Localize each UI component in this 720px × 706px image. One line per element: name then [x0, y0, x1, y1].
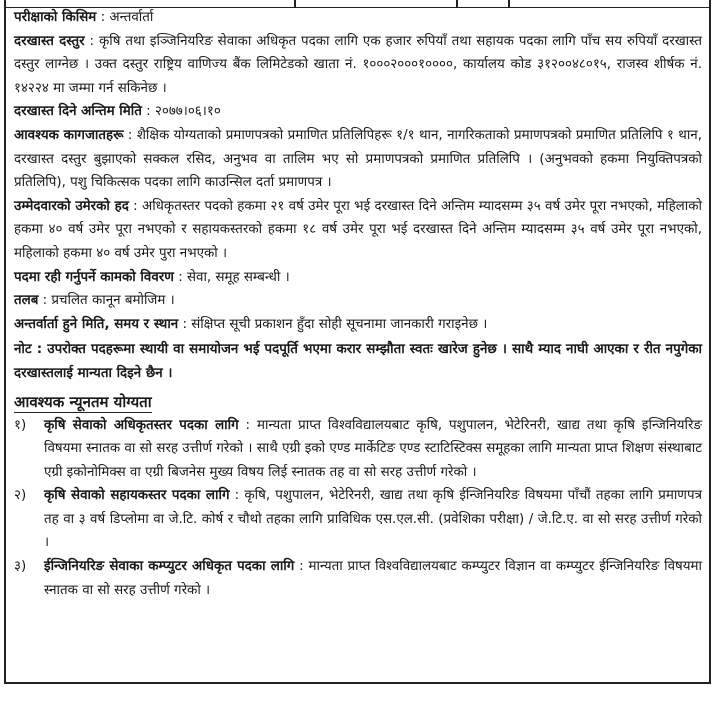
age-limit-value: अधिकृतस्तर पदको हकमा २१ वर्ष उमेर पूरा भई दरखास्त दिने अन्तिम म्यादसम्म ३५ वर्ष उमेर पूरा नभएको, महिलाको हकमा ४० वर्ष उमेर पूरा नभएको र सहायकस्तरको हकमा १८ वर्ष उमेर पूरा भई दरखास्त दिने अन्तिम म्यादसम्म ३५ वर्ष उमेर पूरा नभएको, महिलाको हकमा ४० वर्ष उमेर पुरा नभएको । — [14, 198, 702, 261]
application-fee-label: दरखास्त दस्तुर — [14, 33, 85, 49]
age-limit-row: उम्मेदवारको उमेरको हद : अधिकृतस्तर पदको हकमा २१ वर्ष उमेर पूरा भई दरखास्त दिने अन्तिम म्यादसम्म ३५ वर्ष उमेर पूरा नभएको, महिलाको हकमा ४० वर्ष उमेर पूरा नभएको र सहायकस्तरको हकमा १८ वर्ष उमेर पूरा भई दरखास्त दिने अन्तिम म्यादसम्म ३५ वर्ष उमेर पूरा नभएको, महिलाको हकमा ४० वर्ष उमेर पुरा नभएको । — [14, 198, 702, 261]
qualification-number: २) — [14, 488, 27, 504]
qualification-item: २) कृषि सेवाको सहायकस्तर पदका लागि : कृषि, पशुपालन, भेटेरिनरी, खाद्य तथा कृषि ईन्जिनियरिङ विषयमा पाँचौं तहका लागि प्रमाणपत्र तह वा ३ वर्ष डिप्लोमा वा जे.टि. कोर्ष र चौथो तहका लागि प्राविधिक एस.एल.सी. (प्रवेशिका परीक्षा) / जे.टि.ए. वा सो सरह उत्तीर्ण गरेको । — [14, 484, 702, 555]
qualification-item: १) कृषि सेवाको अधिकृतस्तर पदका लागि : मान्यता प्राप्त विश्वविद्यालयबाट कृषि, पशुपालन, भेटेरिनरी, खाद्य तथा कृषि इन्जिनियरिङ विषयमा स्नातक वा सो सरह उत्तीर्ण गरेको । साथै एग्री इको एण्ड मार्केटिङ एण्ड स्टाटिस्टिक्स समूहका लागि मान्यता प्राप्त शिक्षण संस्थाबाट एग्री इकोनोमिक्स वा एग्री बिजनेस मुख्य विषय लिई स्नातक तह वा सो सरह उत्तीर्ण गरेको । — [14, 414, 702, 485]
qualification-number: १) — [14, 417, 27, 433]
documents-row: आवश्यक कागजातहरू : शैक्षिक योग्यताको प्रमाणपत्रको प्रमाणित प्रतिलिपिहरू १/१ थान, नागरिकताको प्रमाणपत्रको प्रमाणित प्रतिलिपि १ थान, दरखास्त दस्तुर बुझाएको सक्कल रसिद, अनुभव वा तालिम भए सो प्रमाणपत्रको प्रमाणित प्रतिलिपि । (अनुभवको हकमा नियुक्तिपत्रको प्रतिलिपि), पशु चिकित्सक पदका लागि काउन्सिल दर्ता प्रमाणपत्र । — [14, 127, 702, 191]
application-fee-value: कृषि तथा इञ्जिनियरिङ सेवाका अधिकृत पदका लागि एक हजार रुपियाँ तथा सहायक पदका लागि पाँच सय रुपियाँ दरखास्त दस्तुर लाग्नेछ । उक्त दस्तुर राष्ट्रिय वाणिज्य बैंक लिमिटेडको खाता नं. १०००२०००१००००, कार्यालय कोड ३१२००४८०१५, राजस्व शीर्षक नं. १४२२४ मा जम्मा गर्न सकिनेछ । — [14, 33, 702, 96]
deadline-row: दरखास्त दिने अन्तिम मिति : २०७७।०६।१० — [14, 104, 221, 120]
deadline-value: २०७७।०६।१० — [154, 104, 221, 120]
age-limit-label: उम्मेदवारको उमेरको हद — [14, 198, 129, 214]
deadline-label: दरखास्त दिने अन्तिम मिति — [14, 104, 142, 120]
exam-type-label: परीक्षाको किसिम — [14, 10, 97, 25]
qualification-text: मान्यता प्राप्त विश्वविद्यालयबाट कृषि, पशुपालन, भेटेरिनरी, खाद्य तथा कृषि इन्जिनियरिङ विषयमा स्नातक वा सो सरह उत्तीर्ण गरेको । साथै एग्री इको एण्ड मार्केटिङ एण्ड स्टाटिस्टिक्स समूहका लागि मान्यता प्राप्त शिक्षण संस्थाबाट एग्री इकोनोमिक्स वा एग्री बिजनेस मुख्य विषय लिई स्नातक तह वा सो सरह उत्तीर्ण गरेको । — [44, 417, 702, 480]
application-fee-row: दरखास्त दस्तुर : कृषि तथा इञ्जिनियरिङ सेवाका अधिकृत पदका लागि एक हजार रुपियाँ तथा सहायक पदका लागि पाँच सय रुपियाँ दरखास्त दस्तुर लाग्नेछ । उक्त दस्तुर राष्ट्रिय वाणिज्य बैंक लिमिटेडको खाता नं. १०००२०००१००००, कार्यालय कोड ३१२००४८०१५, राजस्व शीर्षक नं. १४२२४ मा जम्मा गर्न सकिनेछ । — [14, 33, 702, 96]
qualification-text: मान्यता प्राप्त विश्वविद्यालयबाट कम्प्युटर विज्ञान वा कम्प्युटर ईन्जिनियरिङ विषयमा स्नातक वा सो सरह उत्तीर्ण गरेको । — [44, 559, 703, 598]
job-description-row: पदमा रही गर्नुपर्ने कामको विवरण : सेवा, समूह सम्बन्धी । — [14, 269, 290, 285]
interview-value: संक्षिप्त सूची प्रकाशन हुँदा सोही सूचनामा जानकारी गराइनेछ । — [191, 316, 488, 332]
salary-value: प्रचलित कानून बमोजिम । — [51, 293, 175, 309]
qualification-post-label: कृषि सेवाको सहायकस्तर पदका लागि — [44, 488, 230, 504]
qualifications-heading — [14, 390, 702, 414]
salary-row: तलब : प्रचलित कानून बमोजिम । — [14, 293, 175, 309]
exam-type-row: परीक्षाको किसिम : अन्तर्वार्ता — [14, 10, 154, 25]
notice-content — [14, 6, 702, 602]
qualification-post-label: ईन्जिनियरिङ सेवाका कम्प्युटर अधिकृत पदका लागि — [44, 559, 295, 575]
qualifications-title: आवश्यक न्यूनतम योग्यता — [14, 392, 152, 411]
interview-label: अन्तर्वार्ता हुने मिति, समय र स्थान — [14, 316, 179, 332]
qualification-number: ३) — [14, 559, 27, 575]
qualification-post-label: कृषि सेवाको अधिकृतस्तर पदका लागि — [44, 417, 239, 433]
job-description-value: सेवा, समूह सम्बन्धी । — [186, 269, 290, 285]
exam-type-value: अन्तर्वार्ता — [109, 10, 154, 25]
qualification-item: ३) ईन्जिनियरिङ सेवाका कम्प्युटर अधिकृत पदका लागि : मान्यता प्राप्त विश्वविद्यालयबाट कम्प्युटर विज्ञान वा कम्प्युटर ईन्जिनियरिङ विषयमा स्नातक वा सो सरह उत्तीर्ण गरेको । — [14, 555, 702, 602]
qualification-text: कृषि, पशुपालन, भेटेरिनरी, खाद्य तथा कृषि ईन्जिनियरिङ विषयमा पाँचौं तहका लागि प्रमाणपत्र तह वा ३ वर्ष डिप्लोमा वा जे.टि. कोर्ष र चौथो तहका लागि प्राविधिक एस.एल.सी. (प्रवेशिका परीक्षा) / जे.टि.ए. वा सो सरह उत्तीर्ण गरेको । — [44, 488, 702, 551]
note-label: नोट — [14, 342, 32, 358]
note-value: उपरोक्त पदहरूमा स्थायी वा समायोजन भई पदपूर्ति भएमा करार सम्झौता स्वतः खारेज हुनेछ । साथै म्याद नाघी आएका र रीत नपुगेका दरखास्तलाई मान्यता दिइने छैन । — [14, 342, 702, 381]
salary-label: तलब — [14, 293, 39, 309]
documents-label: आवश्यक कागजातहरू — [14, 127, 124, 143]
documents-value: शैक्षिक योग्यताको प्रमाणपत्रको प्रमाणित प्रतिलिपिहरू १/१ थान, नागरिकताको प्रमाणपत्रको प्रमाणित प्रतिलिपि १ थान, दरखास्त दस्तुर बुझाएको सक्कल रसिद, अनुभव वा तालिम भए सो प्रमाणपत्रको प्रमाणित प्रतिलिपि । (अनुभवको हकमा नियुक्तिपत्रको प्रतिलिपि), पशु चिकित्सक पदका लागि काउन्सिल दर्ता प्रमाणपत्र । — [14, 127, 702, 191]
job-description-label: पदमा रही गर्नुपर्ने कामको विवरण — [14, 269, 174, 285]
interview-row: अन्तर्वार्ता हुने मिति, समय र स्थान : संक्षिप्त सूची प्रकाशन हुँदा सोही सूचनामा जानकारी गराइनेछ । — [14, 316, 488, 332]
note-row: नोट : उपरोक्त पदहरूमा स्थायी वा समायोजन भई पदपूर्ति भएमा करार सम्झौता स्वतः खारेज हुनेछ । साथै म्याद नाघी आएका र रीत नपुगेका दरखास्तलाई मान्यता दिइने छैन । — [14, 342, 702, 381]
